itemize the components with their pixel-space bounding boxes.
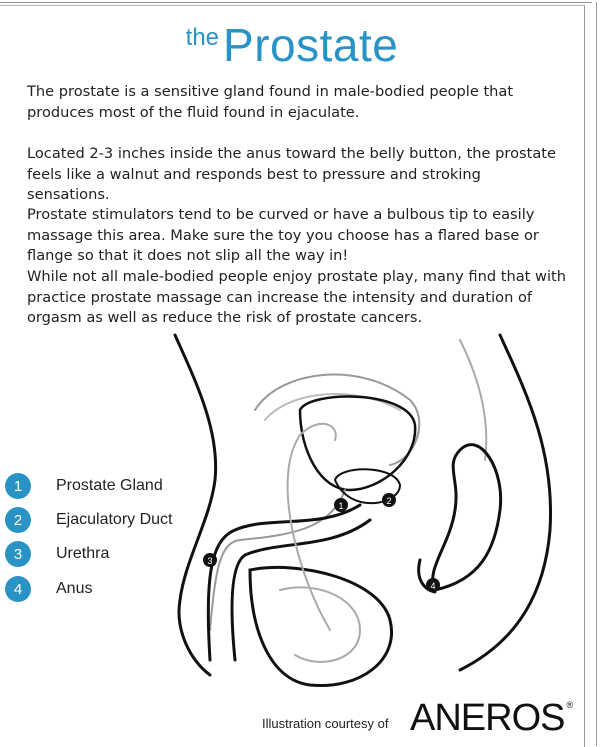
marker-number: 1 <box>338 501 344 511</box>
title-prefix: the <box>185 24 220 51</box>
number-badge: 2 <box>5 507 31 533</box>
marker-ejaculatory-duct <box>382 493 396 507</box>
number-badge: 1 <box>5 473 31 499</box>
number-badge: 4 <box>5 576 31 602</box>
marker-urethra <box>203 553 217 567</box>
brand-name: ANEROS <box>410 697 565 739</box>
marker-anus <box>426 578 440 592</box>
frame-border-right <box>596 2 597 746</box>
aneros-logo <box>410 697 572 740</box>
marker-prostate-gland <box>334 498 348 512</box>
penis-outline-top <box>208 505 360 660</box>
registered-mark: ® <box>566 700 573 710</box>
pelvic-bone <box>255 375 419 465</box>
paragraph-intro: The prostate is a sensitive gland found in male-bodied people that produces most of the fluid found in ejaculate. <box>27 83 514 121</box>
testicle <box>280 587 360 661</box>
title-main: Prostate <box>223 19 399 71</box>
legend-label: Ejaculatory Duct <box>56 511 173 528</box>
frame-border-top <box>0 2 592 3</box>
legend-label: Urethra <box>56 545 110 562</box>
marker-number: 4 <box>430 581 436 591</box>
body-outline-back <box>460 335 551 670</box>
penis-outline-bottom <box>232 520 370 660</box>
urethra <box>210 490 345 630</box>
bladder <box>300 396 415 490</box>
marker-number: 2 <box>386 496 392 506</box>
page-title <box>0 18 584 72</box>
legend-item-anus <box>5 576 93 602</box>
scrotum <box>250 567 392 685</box>
legend-item-prostate-gland <box>5 473 163 499</box>
legend-label: Prostate Gland <box>56 477 163 494</box>
illustration-credit: Illustration courtesy of <box>262 716 389 731</box>
paragraph-benefits: While not all male-bodied people enjoy prostate play, many find that with practice prostate massage can increase the intensity and duration of orgasm as well as reduce the risk of prostate cancers. <box>27 268 566 326</box>
marker-number: 3 <box>207 556 213 566</box>
spine <box>460 340 486 460</box>
anatomy-illustration <box>160 330 560 700</box>
vas-deferens <box>288 424 336 630</box>
paragraph-location: Located 2-3 inches inside the anus toward the belly button, the prostate feels like a walnut and responds best to pressure and stroking sensations. <box>27 145 556 203</box>
legend-item-urethra <box>5 541 110 567</box>
paragraph-stimulators: Prostate stimulators tend to be curved or have a bulbous tip to easily massage this area. Make sure the toy you choose has a flared base or flange so that it does not slip all the way in! <box>27 206 539 264</box>
legend-item-ejaculatory-duct <box>5 507 173 533</box>
number-badge: 3 <box>5 541 31 567</box>
legend-label: Anus <box>56 580 93 597</box>
rectum <box>433 445 501 590</box>
